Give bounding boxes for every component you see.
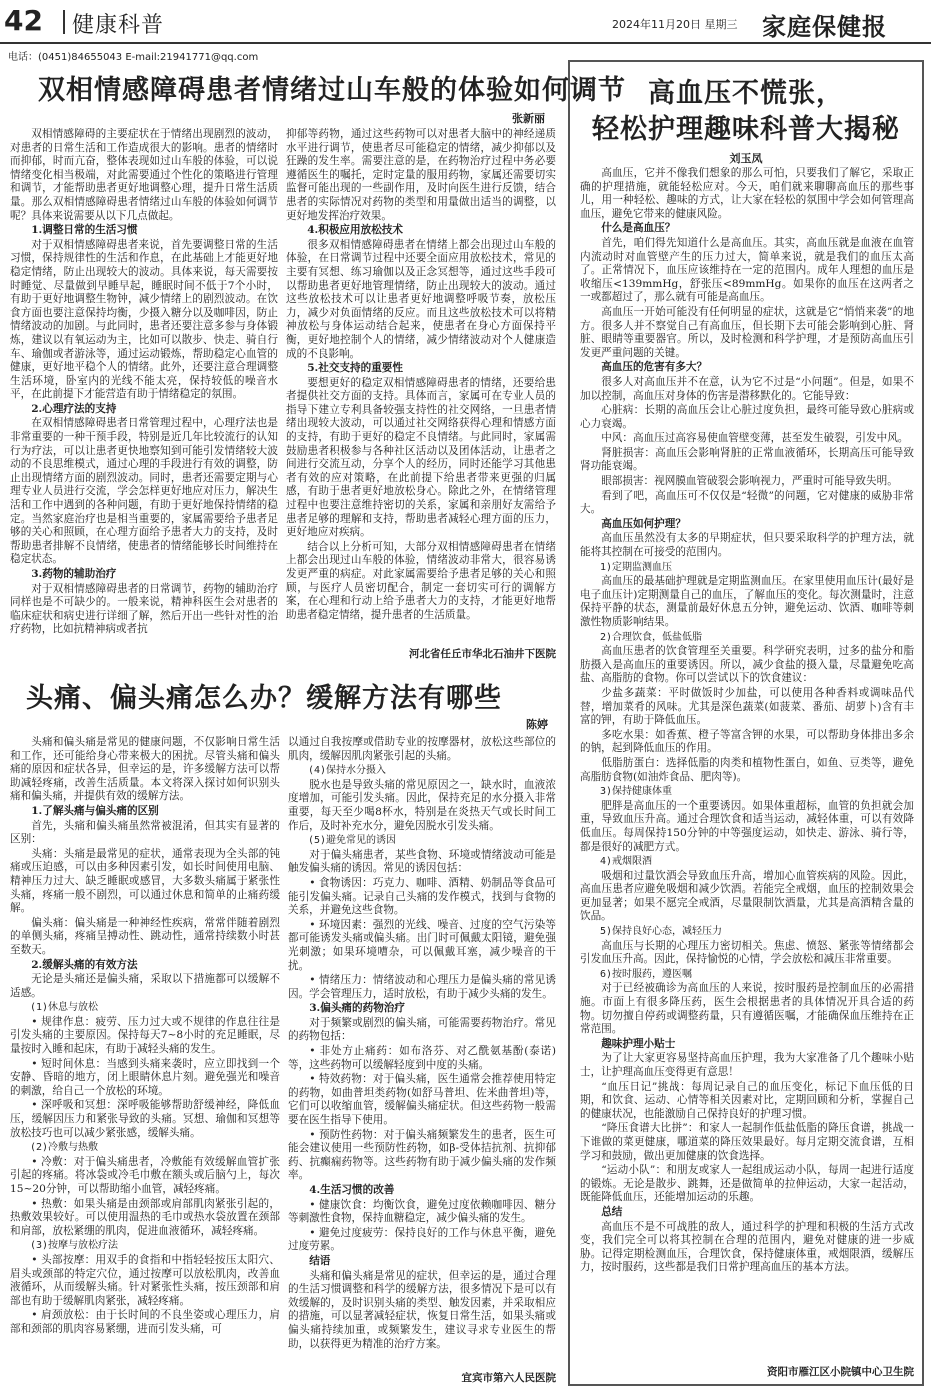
subheading: 1.调整日常的生活习惯 [31,224,138,237]
minor-heading: 3)保持健康体重 [600,786,673,798]
paragraph: • 短时间休息：当感到头痛来袭时，应立即找到一个安静、昏暗的地方，闭上眼睛休息片刻。避免强光和噪音的刺激，给自己一个放松的环境。 [10,1057,280,1097]
paragraph: • 特效药物：对于偏头痛，医生通常会推荐使用特定的药物，如曲普坦类药物(如舒马普坦、佐米曲普坦)等，它们可以收缩血管，缓解偏头痛症状。但这些药物一般需要在医生指导下使用。 [288,1073,556,1127]
paragraph: 肾脏损害：高血压会影响肾脏的正常血液循环，长期高压可能导致肾功能衰竭。 [580,446,914,473]
paragraph: 无论是头痛还是偏头痛，采取以下措施都可以缓解不适感。 [10,973,280,999]
paragraph: 对于双相情感障碍患者的日常调节，药物的辅助治疗同样也是不可缺少的。一般来说，精神科医生会对患者的临床症状和病史进行详细了解，然后开出一些针对性的治疗药物，比如抗精神病或者抗 [10,582,278,636]
subheading: 总结 [601,1205,623,1218]
paragraph: “降压食谱大比拼”：和家人一起制作低盐低脂的降压食谱，挑战一下谁做的菜更健康，哪道菜的降压效果最好。每月定期交流食谱，互相学习和鼓励，做出更加健康的饮食选择。 [580,1122,914,1162]
subheading: 什么是高血压？ [601,222,676,235]
paragraph: 高血压一开始可能没有任何明显的症状，这就是它“悄悄来袭”的地方。很多人并不察觉自己有高血压，但长期下去可能会影响到心脏、肾脏、眼睛等重要器官。所以，及时检测和科学护理，才是预防高血压引发更严重问题的关键。 [580,305,914,359]
paragraph: 头痛和偏头痛是常见的健康问题，不仅影响日常生活和工作，还可能给身心带来极大的困扰。尽管头痛和偏头痛的原因和症状各异，但幸运的是，许多缓解方法可以帮助减轻疼痛，改善生活质量。本文将深入探讨如何识别头痛和偏头痛，并提供有效的缓解方法。 [10,736,280,803]
paragraph: 双相情感障碍的主要症状在于情绪出现剧烈的波动，对患者的日常生活和工作造成很大的影响。患者的情绪时而抑郁，时而亢奋，整体表现如过山车般的体验，可以说情绪变化相当极端，对此需要通过个性化的策略进行管理和调节，才能帮助患者更好地调整心理，提升日常生活质量。那么双相情感障碍患者情绪过山车般的体验如何调节呢？具体来说需要从以下几点做起。 [10,128,278,222]
paragraph: 吸烟和过量饮酒会导致血压升高，增加心血管疾病的风险。因此，高血压患者应避免吸烟和减少饮酒。若能完全戒烟，血压的控制效果会更加显著；如果不愿完全戒酒，尽量限制饮酒量，尤其是高酒精含量的饮品。 [580,869,914,923]
minor-heading: (3)按摩与放松疗法 [30,1240,119,1252]
minor-heading: (2)冷敷与热敷 [30,1142,99,1154]
minor-heading: (4)保持水分摄入 [308,765,387,777]
paragraph: 看到了吧，高血压可不仅仅是“轻微”的问题，它对健康的威胁非常大。 [580,489,914,516]
header-divider [63,10,65,34]
paragraph: 低脂肪蛋白：选择低脂的肉类和植物性蛋白，如鱼、豆类等，避免高脂肪食物(如油炸食品、肥肉等)。 [580,756,914,783]
paragraph: • 环境因素：强烈的光线、噪音、过度的空气污染等都可能诱发头痛或偏头痛。出门时可佩戴太阳镜，避免强光刺激；如果环境嘈杂，可以佩戴耳塞，减少噪音的干扰。 [288,918,556,972]
article2-column-1 [10,736,280,1386]
paragraph: 对于偏头痛患者，某些食物、环境或情绪波动可能是触发偏头痛的诱因。常见的诱因包括： [288,848,556,875]
article2-source: 宜宾市第六人民医院 [461,1372,556,1384]
article3-author: 刘玉凤 [729,152,763,165]
minor-heading: (5)避免常见的诱因 [308,835,397,847]
paragraph: 中风：高血压过高容易使血管壁变薄，甚至发生破裂，引发中风。 [601,432,909,445]
paragraph: 高血压的最基础护理就是定期监测血压。在家里使用血压计(最好是电子血压计)定期测量自己的血压，了解血压的变化。每次测量时，注意保持平静的状态，测量前最好休息五分钟，避免运动、饮酒、咖啡等刺激性物质影响结果。 [580,575,914,628]
newspaper-name: 家庭保健报 [762,12,887,41]
paragraph: 首先，咱们得先知道什么是高血压。其实，高血压就是血液在血管内流动时对血管壁产生的压力过大，简单来说，就是我们的血压太高了。正常情况下，血压应该维持在一定的范围内。成年人理想的血压是收缩压<139mmHg，舒张压<89mmHg。如果你的血压在这两者之一或都超过了，那么就有可能是高血压。 [580,236,914,304]
minor-heading: 4)戒烟限酒 [600,856,653,868]
paragraph: 对于频繁或剧烈的偏头痛，可能需要药物治疗。常见的药物包括： [288,1016,556,1043]
minor-heading: 2)合理饮食，低盐低脂 [600,631,703,643]
paragraph: 对于已经被确诊为高血压的人来说，按时服药是控制血压的必需措施。市面上有很多降压药，医生会根据患者的具体情况开具合适的药物。切勿擅自停药或调整药量，只有遵循医嘱，才能确保血压维持在正常范围。 [580,982,914,1036]
article3-source: 资阳市雁江区小院镇中心卫生院 [767,1366,914,1378]
subheading: 高血压如何护理？ [601,517,686,530]
paragraph: • 健康饮食：均衡饮食，避免过度依赖咖啡因、糖分等刺激性食物，保持血糖稳定，减少偏头痛的发生。 [288,1198,556,1225]
subheading: 3.偏头痛的药物治疗 [309,1002,405,1015]
paragraph: • 非处方止痛药：如布洛芬、对乙酰氨基酚(泰诺)等，这些药物可以缓解轻度到中度的头痛。 [288,1045,556,1071]
subheading: 2.缓解头痛的有效方法 [31,958,138,971]
article2-author: 陈婷 [526,718,548,731]
paragraph: 抑郁等药物，通过这些药物可以对患者大脑中的神经递质水平进行调节，使患者尽可能稳定的情绪，减少抑郁以及狂躁的发生率。需要注意的是，在药物治疗过程中务必要遵循医生的嘱托，定时定量的服用药物，家属还需要切实监督可能出现的一些副作用，及时向医生进行反馈，结合患者的实际情况对药物的类型和用量做出适当的调整，以更好地发挥治疗效果。 [286,128,556,222]
issue-date: 2024年11月20日 星期三 [612,18,738,31]
section-title: 健康科普 [72,13,165,38]
article3-headline [568,76,924,148]
subheading: 2.心理疗法的支持 [31,402,117,415]
article2-column-2 [288,736,556,1366]
article3-headline-line2: 轻松护理趣味科普大揭秘 [592,114,900,145]
paragraph: 多吃水果：如香蕉、橙子等富含钾的水果，可以帮助身体排出多余的钠，起到降低血压的作用。 [580,728,914,755]
paragraph: “血压日记”挑战：每周记录自己的血压变化，标记下血压低的日期，和饮食、运动、心情等相关因素对比，定期回顾和分析，掌握自己的健康状况，也能激励自己保持良好的护理习惯。 [580,1080,914,1120]
article1-column-1 [10,128,278,653]
minor-heading: 6)按时服药，遵医嘱 [600,968,693,980]
paragraph: 很多双相情感障碍患者在情绪上都会出现过山车般的体验，在日常调节过程中还要全面应用放松技术，常见的主要有冥想、练习瑜伽以及正念冥想等，通过这些手段可以帮助患者更好地管理情绪，防止出现较大的波动。通过这些放松技术可以让患者更好地调整呼吸节奏，放松压力，减少对负面情绪的反应。而且这些放松技术可以将精神放松与身体运动结合起来，使患者在身心方面保持平衡，更好地控制个人的情绪，减少情绪波动对个人健康造成的不良影响。 [286,238,556,360]
article1-author: 张新丽 [512,112,545,125]
subheading: 3.药物的辅助治疗 [31,568,117,580]
paragraph: 偏头痛：偏头痛是一种神经性疾病，常常伴随着剧烈的单侧头痛，疼痛呈搏动性、跳动性，通常持续数小时甚至数天。 [10,916,280,956]
paragraph: 高血压患者的饮食管理至关重要。科学研究表明，过多的盐分和脂肪摄入是高血压的重要诱因。所以，减少食盐的摄入量，尽量避免吃高盐、高脂肪的食物。你可以尝试以下的饮食建议： [580,645,914,685]
contact-info: 电话：(0451)84655043 E-mail:21941771@qq.com [8,52,259,63]
article2-headline: 头痛、偏头痛怎么办？缓解方法有哪些 [26,683,502,714]
subheading: 趣味护理小贴士 [601,1037,676,1050]
subheading: 5.社交支持的重要性 [307,362,403,375]
minor-heading: 5)保持良好心态，减轻压力 [600,926,723,938]
paragraph: • 规律作息：疲劳、压力过大或不规律的作息往往是引发头痛的主要原因。保持每天7~8小时的充足睡眠，尽量按时入睡和起床，有助于减轻头痛的发生。 [10,1015,280,1056]
paragraph: 脱水也是导致头痛的常见原因之一，缺水时，血液浓度增加，可能引发头痛。因此，保持充足的水分摄入非常重要，每天至少喝8杯水，特别是在炎热天气或长时间工作后，及时补充水分，避免因脱水引发头痛。 [288,778,556,832]
page-number: 42 [4,4,43,37]
paragraph: • 预防性药物：对于偏头痛频繁发生的患者，医生可能会建议使用一些预防性药物，如β-受体拮抗剂、抗抑郁药、抗癫痫药物等。这些药物有助于减少偏头痛的发作频率。 [288,1128,556,1182]
paragraph: • 冷敷：对于偏头痛患者，冷敷能有效缓解血管扩张引起的疼痛。将冰袋或冷毛巾敷在额头或后脑勺上，每次15~20分钟，可以帮助缩小血管，减轻疼痛。 [10,1155,280,1195]
paragraph: • 热敷：如果头痛是由颈部或肩部肌肉紧张引起的，热敷效果较好。可以使用温热的毛巾或热水袋放置在颈部和肩部，放松紧绷的肌肉，促进血液循环，减轻疼痛。 [10,1197,280,1237]
paragraph: 对于双相情感障碍患者来说，首先要调整日常的生活习惯，保持规律性的生活和作息，在此基础上才能更好地稳定情绪，防止出现较大的波动。具体来说，每天需要按时睡觉、尽量做到早睡早起，睡眠时间不低于7个小时，有助于更好地调整生物钟，减少情绪上的剧烈波动。在饮食方面也要注意保持均衡，少摄入糖分以及咖啡因，防止情绪波动的加剧。与此同时，患者还要注意多参与身体锻炼，建议以有氧运动为主，比如可以散步、快走、骑自行车、瑜伽或者游泳等，通过运动锻炼，帮助稳定心血管的健康，更好地平稳个人的情绪。此外，还要注意合理调整生活环境，卧室内的光线不能太亮，保持较低的噪音水平，在此前提下才能营造有助于情绪稳定的氛围。 [10,238,278,401]
paragraph: 高血压与长期的心理压力密切相关。焦虑、愤怒、紧张等情绪都会引发血压升高。因此，保持愉悦的心情，学会放松和减压非常重要。 [580,939,914,966]
subheading: 4.积极应用放松技术 [307,224,403,237]
paragraph: 头痛和偏头痛是常见的症状，但幸运的是，通过合理的生活习惯调整和科学的缓解方法，很多情况下是可以有效缓解的，及时识别头痛的类型、触发因素，并采取相应的措施，可以显著减轻症状，恢复日常生活，如果头痛或偏头痛持续加重，或频繁发生，建议寻求专业医生的帮助，以获得更为精准的治疗方案。 [288,1269,556,1350]
paragraph: 高血压不是不可战胜的敌人，通过科学的护理和积极的生活方式改变，我们完全可以将其控制在合理的范围内，避免对健康的进一步威胁。记得定期检测血压，合理饮食，保持健康体重，戒烟限酒，缓解压力，按时服药，这些都是我们日常护理高血压的基本方法。 [580,1220,914,1274]
paragraph: 以通过自我按摩或借助专业的按摩器材，放松这些部位的肌肉，缓解因肌肉紧张引起的头痛。 [288,736,556,762]
paragraph: 为了让大家更容易坚持高血压护理，我为大家准备了几个趣味小贴士，让护理高血压变得更有意思！ [580,1052,914,1078]
paragraph: 结合以上分析可知，大部分双相情感障碍患者在情绪上都会出现过山车般的体验，情绪波动非常大，很容易诱发更严重的病症。对此家属需要给予患者足够的关心和照顾，与医疗人员密切配合，制定一套切实可行的调解方案，在心理和行动上给予患者大力的支持，才能更好地帮助患者稳定情绪，提升患者的生活质量。 [286,540,556,621]
paragraph: • 情绪压力：情绪波动和心理压力是偏头痛的常见诱因。学会管理压力，适时放松，有助于减少头痛的发生。 [288,974,556,1000]
paragraph: 要想更好的稳定双相情感障碍患者的情绪，还要给患者提供社交方面的支持。具体而言，家属可在专业人员的指导下建立专利具备较强支持性的社交网络，一旦患者情绪出现较大波动，可以通过社交网络获得心理和情感方面的支持，有助于更好的稳定不良情绪。与此同时，家属需鼓励患者积极参与各种社区活动以及团体活动，让患者之间进行交流互动，分享个人的经历，同时还能学习其他患者有效的应对策略，在此前提下给患者带来更强的归属感，有助于患者更好地放松身心。除此之外，在情绪管理过程中也要注意维持密切的关系，家属和亲朋好友需给予患者足够的理解和支持，帮助患者减轻心理方面的压力，更好地应对疾病。 [286,376,556,539]
paragraph: 高血压，它并不像我们想象的那么可怕，只要我们了解它，采取正确的护理措施，就能轻松应对。今天，咱们就来聊聊高血压的那些事儿，用一种轻松、趣味的方式，让大家在轻松的氛围中学会如何管理高血压，避免它带来的健康风险。 [580,167,914,220]
paragraph: 肥胖是高血压的一个重要诱因。如果体重超标，血管的负担就会加重，导致血压升高。通过合理饮食和适当运动，减轻体重，可以有效降低血压。每周保持150分钟的中等强度运动，如快走、游泳、骑行等，都是很好的减肥方式。 [580,799,914,853]
paragraph: “运动小队”：和朋友或家人一起组成运动小队，每周一起进行适度的锻炼。无论是散步、跳舞，还是做简单的拉伸运动，大家一起活动，既能降低血压，还能增加运动的乐趣。 [580,1164,914,1204]
paragraph: 首先，头痛和偏头痛虽然常被混淆，但其实有显著的区别： [10,819,280,846]
paragraph: • 深呼吸和冥想：深呼吸能够帮助舒缓神经，降低血压，缓解因压力和紧张导致的头痛。冥想、瑜伽和冥想等放松技巧也可以减少紧张感，缓解头痛。 [10,1099,280,1139]
paragraph: 心脏病：长期的高血压会让心脏过度负担，最终可能导致心脏病或心力衰竭。 [580,404,914,430]
paragraph: • 避免过度疲劳：保持良好的工作与休息平衡，避免过度劳累。 [288,1226,556,1253]
paragraph: • 食物诱因：巧克力、咖啡、酒精、奶制品等食品可能引发偏头痛。记录自己头痛的发作模式，找到与食物的关系，并避免这些食物。 [288,876,556,917]
minor-heading: (1)休息与放松 [30,1002,99,1014]
subheading: 1.了解头痛与偏头痛的区别 [31,804,159,817]
article3-headline-line1: 高血压不慌张， [648,78,844,109]
paragraph: • 头部按摩：用双手的食指和中指轻轻按压太阳穴、眉头或颈部的特定穴位，通过按摩可以放松肌肉，改善血液循环，从而缓解头痛。针对紧张性头痛，按压颈部和肩部也有助于缓解肌肉紧张，减轻疼痛。 [10,1253,280,1307]
paragraph: • 肩颈放松：由于长时间的不良坐姿或心理压力，肩部和颈部的肌肉容易紧绷，进而引发头痛，可 [10,1309,280,1335]
paragraph: 高血压虽然没有太多的早期症状，但只要采取科学的护理方法，就能将其控制在可接受的范围内。 [580,532,914,559]
paragraph: 很多人对高血压并不在意，认为它不过是“小问题”。但是，如果不加以控制，高血压对身体的伤害是潜移默化的。它能导致： [580,375,914,402]
article1-source: 河北省任丘市华北石油井下医院 [409,648,556,660]
article1-column-2 [286,128,556,643]
paragraph: 眼部损害：视网膜血管破裂会影响视力，严重时可能导致失明。 [601,475,898,488]
subheading: 高血压的危害有多大？ [601,361,708,374]
article1-headline: 双相情感障碍患者情绪过山车般的体验如何调节 [38,75,626,106]
paragraph: 头痛：头痛是最常见的症状，通常表现为全头部的钝痛或压迫感，可以由多种因素引发，如长时间使用电脑、精神压力过大、缺乏睡眠或感冒，大多数头痛属于紧张性头痛，疼痛一般不剧烈，可以通过休息和简单的止痛药缓解。 [10,847,280,915]
subheading: 结语 [309,1254,331,1267]
paragraph: 在双相情感障碍患者日常管理过程中，心理疗法也是非常重要的一种干预手段，特别是近几年比较流行的认知行为疗法，可以让患者更快地察知到可能引发情绪较大波动的不良思维模式，通过心理的手段进行有效的调整，防止出现情绪方面的剧烈波动。同时，患者还需要定期与心理专业人员进行交流，学会怎样更好地应对压力，解决生活和工作中遇到的各种问题，有助于更好地保持情绪的稳定。当然家庭治疗也是相当重要的，家属需要给予患者足够的关心和照顾，在心理方面给予患者大力的支持，及时帮助患者排解不良情绪，使患者的情绪能够长时间维持在稳定状态。 [10,417,278,566]
article3-column [580,167,914,1359]
subheading: 4.生活习惯的改善 [309,1184,395,1196]
minor-heading: 1)定期监测血压 [600,561,673,573]
paragraph: 少盐多蔬菜：平时做饭时少加盐，可以使用各种香料或调味品代替，增加菜肴的风味。尤其是深色蔬菜(如菠菜、番茄、胡萝卜)含有丰富的钾，有助于降低血压。 [580,686,914,727]
